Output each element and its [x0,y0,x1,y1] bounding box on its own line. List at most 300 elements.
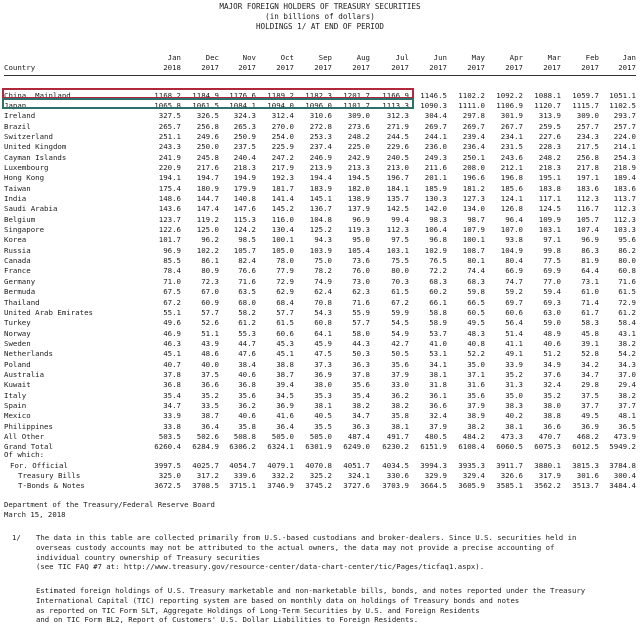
table-cell: 3708.5 [192,481,219,490]
table-cell: 48.3 [467,328,485,338]
table-cell: 183.9 [309,183,332,193]
table-cell: 60.2 [429,287,447,297]
table-cell: 6324.1 [267,442,294,452]
table-cell: 1120.7 [534,100,561,110]
table-cell: 103.9 [309,245,332,255]
table-row [0,481,640,491]
table-row [0,432,640,442]
table-cell: 508.8 [233,432,256,442]
column-header-year: 2017 [618,63,636,72]
table-cell: 249.6 [196,131,219,141]
table-cell: 38.8 [276,359,294,369]
column-header-month: Jan [167,53,181,62]
table-cell: 53.1 [429,349,447,359]
table-cell: 194.1 [158,173,181,183]
table-cell: 57.7 [201,307,219,317]
table-cell: 246.9 [309,152,332,162]
table-cell: 141.4 [271,194,294,203]
table-cell: 45.3 [276,338,294,348]
table-cell: 105.0 [271,245,294,255]
table-cell: 105.7 [233,245,256,255]
table-cell: 265.7 [158,121,181,131]
table-cell: 36.9 [581,421,599,431]
table-cell: 31.3 [505,380,523,390]
table-cell: 35.6 [352,380,370,390]
table-cell: 96.9 [581,235,599,245]
table-cell: 94.3 [314,235,332,245]
table-cell: 60.5 [467,307,485,317]
country-name: Russia [4,245,31,255]
source-date: March 15, 2018 [4,510,66,519]
column-header-year: 2017 [391,63,409,72]
column-header-month: May [471,53,485,62]
table-cell: 96.4 [505,214,523,224]
table-cell: 301.9 [500,111,523,121]
table-cell: 99.8 [543,245,561,255]
table-cell: 61.5 [276,318,294,328]
table-cell: 59.8 [467,287,485,297]
country-name: Kuwait [4,380,31,390]
table-cell: 36.6 [543,421,561,431]
table-cell: 301.6 [576,471,599,480]
table-cell: 52.6 [201,318,219,328]
table-cell: 256.8 [196,121,219,131]
table-cell: 45.9 [314,338,332,348]
table-cell: 97.1 [543,235,561,245]
table-cell: 77.5 [543,256,561,266]
table-cell: 61.5 [618,287,636,297]
table-cell: 72.2 [429,266,447,276]
table-cell: 54.3 [314,307,332,317]
table-cell: 329.9 [424,471,447,480]
table-cell: 324.3 [233,111,256,121]
table-cell: 105.7 [576,214,599,224]
table-cell: 126.8 [500,204,523,214]
table-cell: 72.9 [276,276,294,286]
table-cell: 66.1 [429,297,447,307]
table-row [0,287,640,297]
table-cell: 31.8 [429,380,447,390]
table-cell: 300.4 [613,471,636,480]
table-cell: 184.1 [386,183,409,193]
table-cell: 38.1 [505,421,523,431]
table-row [0,122,640,132]
column-header-month: Oct [280,53,294,62]
table-cell: 228.3 [538,142,561,152]
country-name: Ireland [4,111,36,121]
table-cell: 147.6 [233,204,256,214]
table-cell: 1101.7 [343,100,370,110]
table-cell: 107.0 [500,225,523,234]
table-cell: 229.6 [386,142,409,152]
table-cell: 41.1 [505,338,523,348]
table-cell: 6108.4 [458,442,485,452]
table-cell: 58.2 [238,307,256,317]
table-cell: 78.4 [163,266,181,276]
table-cell: 34.3 [618,359,636,369]
table-cell: 100.1 [271,235,294,245]
column-header-year: 2017 [505,63,523,72]
table-cell: 3703.9 [382,481,409,490]
table-row [0,215,640,225]
table-cell: 218.3 [538,162,561,172]
table-cell: 175.4 [158,183,181,193]
table-cell: 48.9 [543,328,561,338]
table-cell: 33.9 [163,411,181,421]
table-cell: 95.6 [618,235,636,245]
document-subtitle: (in billions of dollars) [265,12,375,21]
table-cell: 67.2 [163,297,181,307]
column-header-year: 2017 [238,63,256,72]
table-cell: 77.9 [276,266,294,276]
table-cell: 37.8 [163,369,181,379]
table-cell: 71.6 [352,297,370,307]
table-cell: 32.4 [543,380,561,390]
table-cell: 6230.2 [382,442,409,452]
country-name: Norway [4,328,31,338]
table-cell: 85.5 [163,256,181,266]
column-header-month: Jun [433,53,447,62]
table-cell: 213.0 [386,162,409,172]
table-cell: 113.7 [613,194,636,203]
table-cell: 82.4 [238,256,256,266]
table-cell: 64.4 [581,266,599,276]
footnote-marker: 1/ [12,533,21,542]
table-cell: 58.3 [581,318,599,328]
table-cell: 112.3 [386,225,409,234]
table-cell: 1168.2 [154,90,181,100]
table-cell: 211.6 [424,162,447,172]
table-cell: 44.3 [352,338,370,348]
table-cell: 213.3 [347,162,370,172]
table-cell: 53.7 [429,328,447,338]
table-cell: 41.6 [276,411,294,421]
table-cell: 43.9 [201,338,219,348]
table-cell: 196.7 [386,173,409,183]
table-cell: 192.3 [271,173,294,183]
country-name: Turkey [4,318,31,328]
table-cell: 250.9 [233,131,256,141]
footnote-line: (see TIC FAQ #7 at: http://www.treasury.gov/resource-center/data-chart-center/tic/Pages/ticfaq1.aspx). [36,562,485,572]
table-cell: 36.1 [429,390,447,400]
column-header-year: 2017 [352,63,370,72]
table-cell: 63.5 [238,287,256,297]
table-cell: 125.0 [196,225,219,234]
table-cell: 108.7 [462,245,485,255]
table-cell: 76.6 [238,266,256,276]
table-cell: 195.1 [538,173,561,183]
table-cell: 36.9 [276,401,294,410]
table-cell: 50.3 [352,349,370,359]
table-row [0,318,640,328]
table-cell: 106.4 [424,225,447,234]
column-header-month: Apr [509,53,523,62]
table-cell: 33.0 [391,380,409,390]
table-cell: 185.9 [424,183,447,193]
table-cell: 231.5 [500,142,523,152]
table-cell: 62.9 [276,287,294,297]
table-cell: 48.1 [618,411,636,421]
table-row [0,339,640,349]
table-cell: 227.6 [538,131,561,141]
table-cell: 76.5 [429,256,447,266]
table-row [0,204,640,214]
table-cell: 1201.7 [343,90,370,100]
table-cell: 98.5 [238,235,256,245]
table-cell: 147.4 [196,204,219,214]
table-cell: 73.1 [581,276,599,286]
table-cell: 194.5 [347,173,370,183]
footnote-line: and on TIC Form BL2, Report of Customers' U.S. Dollar Liabilities to Foreign Residents. [36,615,419,625]
table-cell: 55.3 [238,328,256,338]
table-cell: 257.7 [613,121,636,131]
table-cell: 69.9 [543,266,561,276]
table-cell: 6260.4 [154,442,181,452]
table-cell: 38.2 [467,421,485,431]
table-cell: 1096.0 [305,100,332,110]
column-header-month: Dec [205,53,219,62]
table-cell: 34.7 [352,411,370,421]
table-cell: 3715.1 [229,481,256,490]
country-name: Mexico [4,411,31,421]
table-cell: 309.0 [347,111,370,121]
table-cell: 250.0 [196,142,219,152]
table-cell: 1166.9 [382,90,409,100]
table-cell: 196.8 [500,173,523,183]
table-cell: 59.0 [543,318,561,328]
table-cell: 339.6 [233,471,256,480]
table-cell: 36.4 [276,421,294,431]
table-cell: 101.7 [158,235,181,245]
table-cell: 66.9 [505,266,523,276]
table-cell: 270.0 [271,121,294,131]
table-cell: 52.8 [581,349,599,359]
table-cell: 105.4 [347,245,370,255]
table-cell: 37.0 [618,369,636,379]
country-name: Canada [4,256,31,266]
table-cell: 237.5 [233,142,256,152]
table-cell: 317.2 [196,471,219,480]
table-row [0,461,640,471]
table-row [0,391,640,401]
table-cell: 6012.5 [572,442,599,452]
footnote-line: International Capital (TIC) reporting system are based on monthly data on holdings of Treasury bonds and notes [36,595,520,605]
table-cell: 49.5 [467,318,485,328]
table-cell: 60.6 [276,328,294,338]
table-cell: 96.2 [201,235,219,245]
table-cell: 244.1 [424,131,447,141]
table-cell: 29.4 [618,380,636,390]
table-cell: 234.3 [576,131,599,141]
table-cell: 326.5 [196,111,219,121]
table-row [0,349,640,359]
table-cell: 212.1 [500,162,523,172]
table-cell: 470.7 [538,432,561,442]
table-cell: 217.9 [271,162,294,172]
table-cell: 269.7 [424,121,447,131]
table-cell: 56.4 [505,318,523,328]
table-cell: 38.2 [352,401,370,410]
table-cell: 4025.7 [192,461,219,470]
table-cell: 60.8 [618,266,636,276]
table-cell: 473.3 [500,432,523,442]
table-cell: 247.2 [271,152,294,162]
table-cell: 502.6 [196,432,219,442]
table-cell: 61.0 [581,287,599,297]
table-cell: 124.5 [538,204,561,214]
table-cell: 73.0 [352,276,370,286]
table-cell: 96.8 [429,235,447,245]
table-cell: 127.3 [462,194,485,203]
table-row [0,370,640,380]
table-cell: 220.9 [158,162,181,172]
table-cell: 33.5 [201,401,219,410]
table-cell: 293.7 [613,111,636,121]
column-header-month: Jul [395,53,409,62]
table-cell: 183.6 [613,183,636,193]
table-cell: 31.6 [467,380,485,390]
table-cell: 63.0 [543,307,561,317]
table-cell: 49.1 [505,349,523,359]
table-cell: 148.6 [158,194,181,203]
table-cell: 3997.5 [154,461,181,470]
table-cell: 104.9 [500,245,523,255]
table-cell: 37.6 [543,369,561,379]
table-cell: 67.0 [201,287,219,297]
column-header-year: 2017 [543,63,561,72]
table-cell: 112.3 [613,214,636,224]
table-cell: 254.3 [613,152,636,162]
table-cell: 40.0 [201,359,219,369]
table-cell: 3745.2 [305,481,332,490]
table-cell: 34.7 [581,369,599,379]
table-cell: 112.3 [576,194,599,203]
table-cell: 46.9 [163,328,181,338]
table-cell: 34.5 [276,390,294,400]
table-row [0,132,640,142]
table-cell: 1176.6 [229,90,256,100]
table-cell: 6249.0 [343,442,370,452]
table-row [0,173,640,183]
table-cell: 201.1 [424,173,447,183]
table-cell: 217.6 [196,162,219,172]
table-cell: 185.6 [500,183,523,193]
table-cell: 1189.2 [267,90,294,100]
table-cell: 35.0 [467,359,485,369]
table-cell: 36.5 [618,421,636,431]
table-cell: 234.1 [500,131,523,141]
table-cell: 36.3 [352,359,370,369]
table-cell: 34.1 [429,359,447,369]
table-cell: 71.4 [581,297,599,307]
table-cell: 54.9 [391,328,409,338]
table-cell: 78.0 [276,256,294,266]
footnote-line: individual country ownership of Treasury securities [36,552,261,562]
table-cell: 4034.5 [382,461,409,470]
table-cell: 46.3 [163,338,181,348]
table-cell: 491.7 [386,432,409,442]
table-cell: 243.6 [500,152,523,162]
country-name: Netherlands [4,349,53,359]
table-cell: 194.4 [309,173,332,183]
country-name: India [4,194,27,203]
table-cell: 208.0 [462,162,485,172]
table-cell: 60.6 [505,307,523,317]
table-cell: 142.5 [386,204,409,214]
table-cell: 225.9 [271,142,294,152]
table-cell: 36.2 [391,390,409,400]
table-cell: 35.2 [543,390,561,400]
table-cell: 38.0 [314,380,332,390]
table-cell: 102.2 [196,245,219,255]
table-cell: 39.4 [276,380,294,390]
table-cell: 35.2 [505,369,523,379]
table-cell: 36.6 [201,380,219,390]
table-cell: 6306.2 [229,442,256,452]
table-cell: 304.4 [424,111,447,121]
table-cell: 80.9 [201,266,219,276]
table-row [0,277,640,287]
table-cell: 44.7 [238,338,256,348]
table-cell: 117.1 [538,194,561,203]
table-cell: 3585.1 [496,481,523,490]
table-cell: 256.8 [576,152,599,162]
table-cell: 4054.7 [229,461,256,470]
table-cell: 1115.7 [572,100,599,110]
table-cell: 1146.5 [420,90,447,100]
table-cell: 5949.2 [609,442,636,452]
table-cell: 37.5 [201,369,219,379]
country-name: Switzerland [4,131,53,141]
table-cell: 37.9 [429,421,447,431]
table-cell: 74.7 [505,276,523,286]
table-cell: 75.5 [391,256,409,266]
table-cell: 330.6 [386,471,409,480]
table-cell: 124.1 [500,194,523,203]
table-cell: 115.3 [233,214,256,224]
table-cell: 38.7 [276,369,294,379]
table-cell: 99.4 [391,214,409,224]
table-cell: 40.6 [238,369,256,379]
table-cell: 80.0 [391,266,409,276]
footnote-line: as reported on TIC Form SLT, Aggregate Holdings of Long-Term Securities by U.S. and Foreign Residents [36,605,480,615]
table-cell: 6075.3 [534,442,561,452]
table-cell: 4051.7 [343,461,370,470]
table-cell: 297.8 [462,111,485,121]
table-cell: 6301.9 [305,442,332,452]
table-cell: 38.2 [618,390,636,400]
country-name: Singapore [4,225,45,234]
table-cell: 59.9 [391,307,409,317]
table-cell: 140.8 [233,194,256,203]
country-name: Thailand [4,297,40,307]
table-cell: 75.0 [314,256,332,266]
table-cell: 37.3 [314,359,332,369]
table-cell: 69.3 [543,297,561,307]
table-row [0,422,640,432]
table-cell: 47.5 [314,349,332,359]
table-cell: 103.1 [538,225,561,234]
table-cell: 38.9 [467,411,485,421]
table-cell: 130.4 [271,225,294,234]
table-cell: 95.0 [352,235,370,245]
table-cell: 33.8 [163,421,181,431]
table-cell: 51.1 [201,328,219,338]
column-header-year: 2018 [163,63,181,72]
table-cell: 180.9 [196,183,219,193]
table-cell: 309.0 [576,111,599,121]
country-name: Italy [4,390,27,400]
